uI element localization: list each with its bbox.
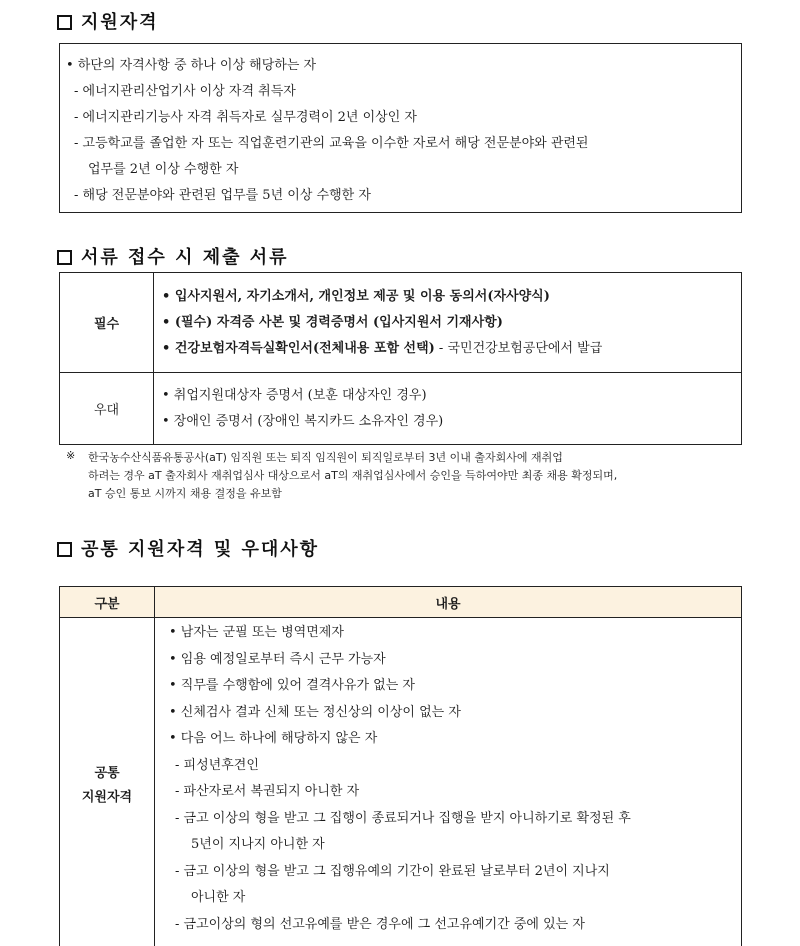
eligibility-line: - 고등학교를 졸업한 자 또는 직업훈련기관의 교육을 이수한 자로서 해당 전문분야와 관련된 xyxy=(74,136,589,151)
preferred-label: 우대 xyxy=(60,373,154,445)
list-item: - 피성년후견인 xyxy=(175,757,259,773)
checkbox-square-icon xyxy=(57,15,72,30)
note-mark: ※ xyxy=(66,449,76,462)
section-heading-eligibility: 지원자격 xyxy=(57,8,159,34)
list-item: - 금고 이상의 형을 받고 그 집행이 종료되거나 집행을 받지 아니하기로 확정된 후 xyxy=(175,810,631,826)
column-header-category: 구분 xyxy=(60,587,155,618)
eligibility-line: - 해당 전문분야와 관련된 업무를 5년 이상 수행한 자 xyxy=(74,188,371,203)
checkbox-square-icon xyxy=(57,250,72,265)
list-item: • 임용 예정일로부터 즉시 근무 가능자 xyxy=(169,651,386,667)
list-item: - 금고이상의 형의 선고유예를 받은 경우에 그 선고유예기간 중에 있는 자 xyxy=(175,916,585,932)
section-heading-common: 공통 지원자격 및 우대사항 xyxy=(57,535,319,561)
preferred-item: • 장애인 증명서 (장애인 복지카드 소유자인 경우) xyxy=(162,413,444,429)
required-items xyxy=(154,273,742,373)
required-item: • 건강보험자격득실확인서(전체내용 포함 선택) - 국민건강보험공단에서 발급 xyxy=(162,340,603,356)
eligibility-line: • 하단의 자격사항 중 하나 이상 해당하는 자 xyxy=(66,58,317,73)
required-item: • 입사지원서, 자기소개서, 개인정보 제공 및 이용 동의서(자사양식) xyxy=(162,288,550,304)
list-item: • 직무를 수행함에 있어 결격사유가 없는 자 xyxy=(169,678,415,693)
checkbox-square-icon xyxy=(57,542,72,557)
list-item: • 다음 어느 하나에 해당하지 않은 자 xyxy=(169,731,378,746)
table-header-row xyxy=(60,587,742,618)
column-header-content: 내용 xyxy=(155,587,742,618)
note-line: 한국농수산식품유통공사(aT) 임직원 또는 퇴직 임직원이 퇴직일로부터 3년 이내 출자회사에 재취업 xyxy=(88,451,563,464)
table-row xyxy=(60,618,742,946)
required-item: • (필수) 자격증 사본 및 경력증명서 (입사지원서 기재사항) xyxy=(162,314,503,330)
list-item: 5년이 지나지 아니한 자 xyxy=(191,837,325,852)
table-row xyxy=(60,373,742,445)
list-item: • 남자는 군필 또는 병역면제자 xyxy=(169,625,344,640)
list-item: 아니한 자 xyxy=(191,890,246,905)
list-item: - 파산자로서 복권되지 아니한 자 xyxy=(175,784,360,799)
documents-table xyxy=(59,272,742,445)
eligibility-line: - 에너지관리기능사 자격 취득자로 실무경력이 2년 이상인 자 xyxy=(74,110,417,125)
common-row-content xyxy=(155,618,742,946)
preferred-item: • 취업지원대상자 증명서 (보훈 대상자인 경우) xyxy=(162,387,427,403)
table-row xyxy=(60,273,742,373)
eligibility-line: - 에너지관리산업기사 이상 자격 취득자 xyxy=(74,84,296,99)
common-eligibility-table xyxy=(59,586,742,946)
eligibility-box xyxy=(59,43,742,213)
required-label: 필수 xyxy=(60,273,154,373)
eligibility-line: 업무를 2년 이상 수행한 자 xyxy=(88,162,239,177)
note-line: 하려는 경우 aT 출자회사 재취업심사 대상으로서 aT의 재취업심사에서 승인을 득하여야만 최종 채용 확정되며, xyxy=(88,469,618,482)
note-line: aT 승인 통보 시까지 채용 결정을 유보함 xyxy=(88,487,282,500)
list-item: - 금고 이상의 형을 받고 그 집행유예의 기간이 완료된 날로부터 2년이 지나지 xyxy=(175,863,610,879)
common-row-label: 공통 지원자격 xyxy=(60,618,155,946)
preferred-items xyxy=(154,373,742,445)
section-heading-documents: 서류 접수 시 제출 서류 xyxy=(57,243,289,269)
list-item: • 신체검사 결과 신체 또는 정신상의 이상이 없는 자 xyxy=(169,704,461,720)
